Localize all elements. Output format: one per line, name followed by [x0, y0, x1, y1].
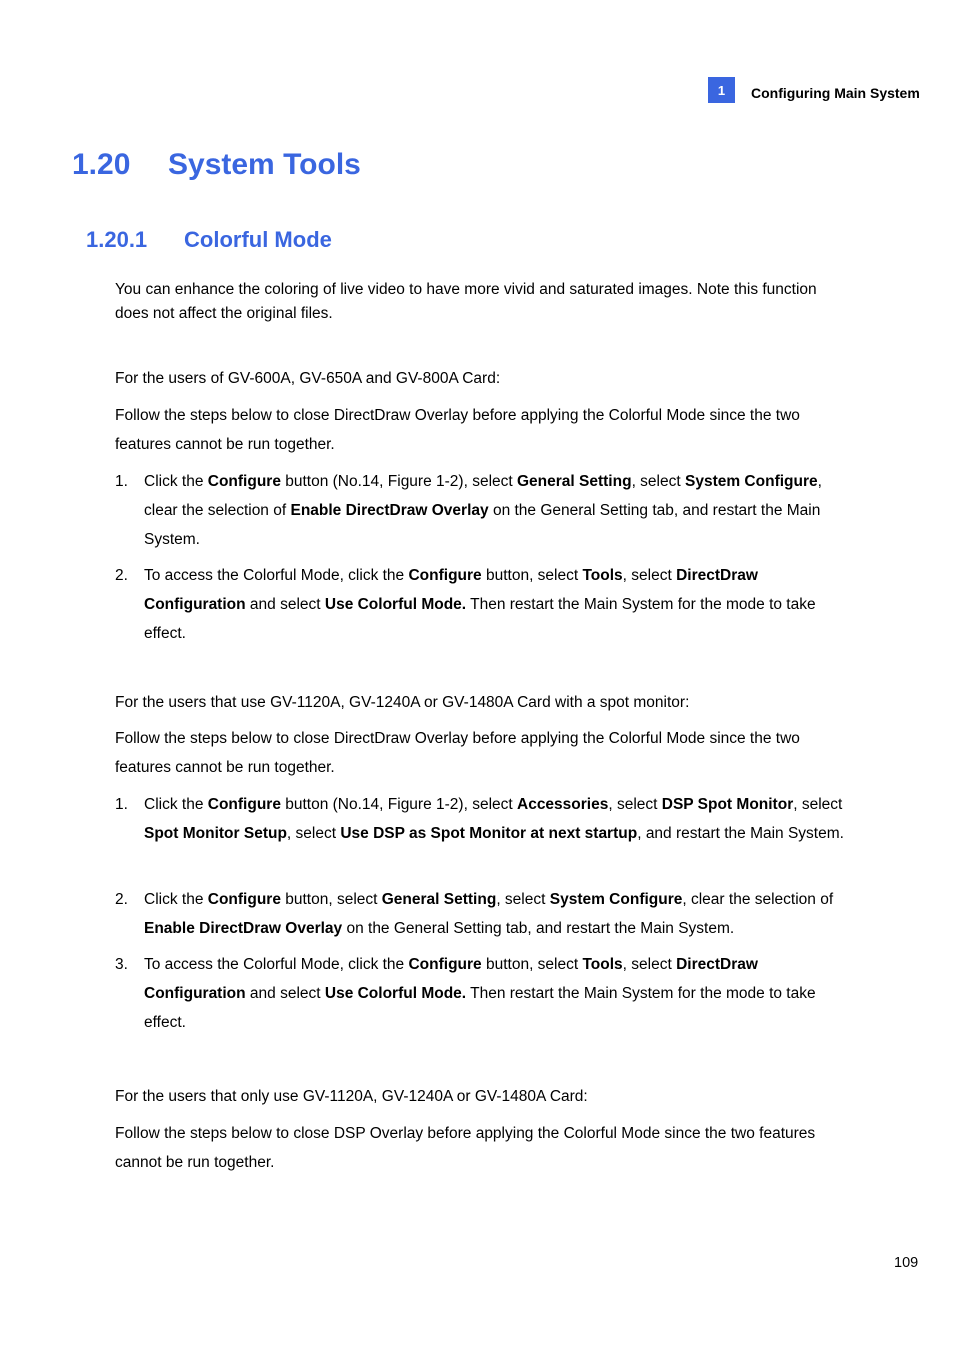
bold-term: Configure: [207, 891, 281, 908]
bold-term: DirectDraw Configuration: [144, 956, 758, 1002]
bold-term: Use Colorful Mode.: [324, 985, 467, 1002]
list-item-text: [144, 561, 845, 648]
bold-term: Configure: [408, 956, 482, 973]
text-run: button (No.14, Figure 1-2), select: [280, 473, 517, 490]
text-run: on the General Setting tab, and restart the Main System.: [342, 920, 735, 937]
list-item: [115, 790, 845, 848]
list-item: [115, 561, 845, 648]
list-item-text: [144, 467, 845, 554]
subsection-number: 1.20.1: [86, 227, 148, 252]
text-run: To access the Colorful Mode, click the: [144, 567, 409, 584]
chapter-title: Configuring Main System: [751, 85, 920, 101]
text-run: , select: [622, 567, 677, 584]
text-run: Click the: [144, 891, 208, 908]
list-item: [115, 467, 845, 554]
list-item-text: [144, 950, 845, 1037]
intro-paragraph: You can enhance the coloring of live video to have more vivid and saturated images. Note this function does not affect the original files.: [115, 281, 817, 322]
text-run: , select: [608, 796, 662, 813]
section-b-lead: For the users that use GV-1120A, GV-1240A or GV-1480A Card with a spot monitor:: [115, 694, 690, 711]
text-run: , select: [622, 956, 677, 973]
bold-term: Accessories: [517, 796, 609, 813]
bold-term: General Setting: [381, 891, 497, 908]
text-run: on the General Setting tab, and restart the Main System.: [144, 502, 821, 548]
section-b-follow: Follow the steps below to close DirectDraw Overlay before applying the Colorful Mode since the two features cannot be run together.: [115, 730, 800, 776]
bold-term: Tools: [582, 956, 623, 973]
text-run: , select: [793, 796, 843, 813]
text-run: button, select: [481, 956, 583, 973]
text-run: , select: [286, 825, 341, 842]
text-run: To access the Colorful Mode, click the: [144, 956, 409, 973]
text-run: button (No.14, Figure 1-2), select: [280, 796, 517, 813]
text-run: , clear the selection of: [682, 891, 834, 908]
bold-term: Enable DirectDraw Overlay: [290, 502, 489, 519]
bold-term: Use Colorful Mode.: [324, 596, 467, 613]
text-run: and select: [245, 596, 325, 613]
page-number: 109: [894, 1255, 919, 1271]
list-item-number: 1.: [115, 473, 128, 490]
bold-term: DSP Spot Monitor: [661, 796, 794, 813]
section-number: 1.20: [72, 148, 131, 181]
text-run: and select: [245, 985, 325, 1002]
bold-term: Configure: [207, 796, 281, 813]
bold-term: General Setting: [517, 473, 632, 490]
section-title: System Tools: [168, 148, 361, 181]
bold-term: Tools: [582, 567, 623, 584]
text-run: Click the: [144, 796, 208, 813]
section-c-follow: Follow the steps below to close DSP Overlay before applying the Colorful Mode since the two features cannot be run together.: [115, 1125, 816, 1171]
text-run: Then restart the Main System for the mode to take effect.: [144, 596, 816, 642]
text-run: button, select: [481, 567, 583, 584]
bold-term: System Configure: [684, 473, 818, 490]
list-item: [115, 885, 845, 943]
section-a-follow: Follow the steps below to close DirectDraw Overlay before applying the Colorful Mode since the two features cannot be run together.: [115, 407, 800, 453]
text-run: , select: [496, 891, 550, 908]
section-a-lead: For the users of GV-600A, GV-650A and GV-800A Card:: [115, 370, 501, 387]
list-item-text: [144, 790, 845, 848]
text-run: , and restart the Main System.: [637, 825, 844, 842]
bold-term: Configure: [207, 473, 281, 490]
list-item-number: 2.: [115, 567, 128, 584]
bold-term: Configure: [408, 567, 482, 584]
section-heading: [72, 148, 361, 182]
bold-term: System Configure: [549, 891, 683, 908]
list-item-number: 2.: [115, 891, 128, 908]
chapter-number-badge: 1: [708, 77, 735, 103]
list-item-number: 3.: [115, 956, 128, 973]
list-item-number: 1.: [115, 796, 128, 813]
section-c-lead: For the users that only use GV-1120A, GV-1240A or GV-1480A Card:: [115, 1088, 588, 1105]
bold-term: Spot Monitor Setup: [144, 825, 287, 842]
bold-term: Use DSP as Spot Monitor at next startup: [340, 825, 638, 842]
list-item-text: [144, 885, 845, 943]
text-run: Then restart the Main System for the mode to take effect.: [144, 985, 816, 1031]
bold-term: Enable DirectDraw Overlay: [144, 920, 343, 937]
list-item: [115, 950, 845, 1037]
bold-term: DirectDraw Configuration: [144, 567, 758, 613]
subsection-heading: [86, 227, 332, 253]
text-run: , clear the selection of: [144, 473, 822, 519]
text-run: , select: [631, 473, 685, 490]
subsection-title: Colorful Mode: [184, 227, 332, 252]
text-run: button, select: [280, 891, 382, 908]
text-run: Click the: [144, 473, 208, 490]
